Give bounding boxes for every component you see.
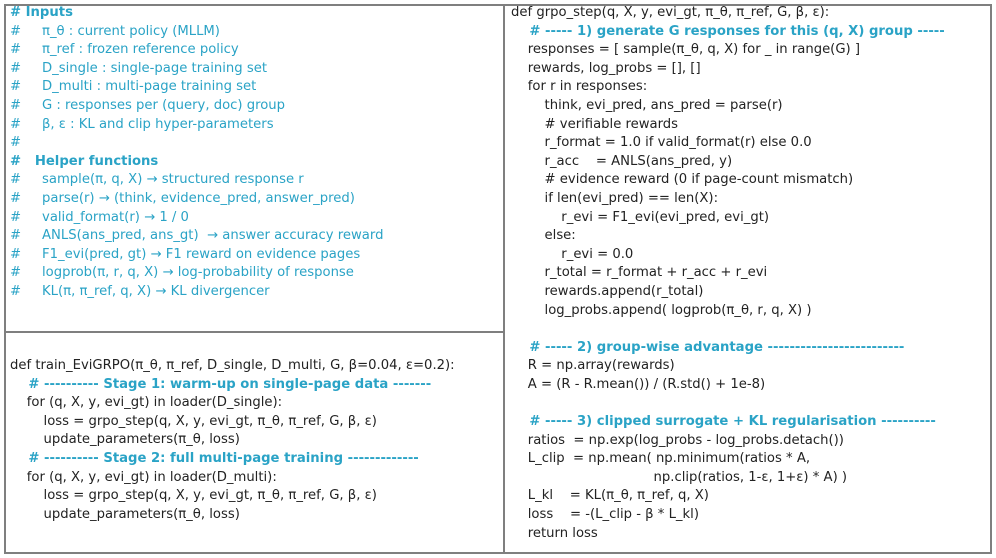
code-line: r_evi = F1_evi(evi_pred, evi_gt) bbox=[511, 209, 770, 225]
left-section-divider bbox=[4, 331, 505, 333]
code-line: def grpo_step(q, X, y, evi_gt, π_θ, π_ref, G, β, ε): bbox=[511, 5, 830, 20]
comment-line: # D_multi : multi-page training set bbox=[10, 79, 257, 95]
code-line: log_probs.append( logprob(π_θ, r, q, X) ) bbox=[511, 302, 812, 318]
code-line: loss = grpo_step(q, X, y, evi_gt, π_θ, π_ref, G, β, ε) bbox=[10, 488, 377, 504]
comment-line: # G : responses per (query, doc) group bbox=[10, 97, 286, 113]
code-line bbox=[511, 394, 987, 413]
inputs-panel bbox=[10, 4, 500, 302]
code-line: update_parameters(π_θ, loss) bbox=[10, 432, 240, 448]
code-line: # ---------- Stage 2: full multi-page training ------------- bbox=[10, 450, 419, 466]
code-line: np.clip(ratios, 1-ε, 1+ε) * A) ) bbox=[511, 469, 848, 485]
code-line: L_kl = KL(π_θ, π_ref, q, X) bbox=[511, 488, 709, 504]
code-line: r_total = r_format + r_acc + r_evi bbox=[511, 265, 768, 281]
comment-line: # π_ref : frozen reference policy bbox=[10, 42, 239, 58]
code-line: think, evi_pred, ans_pred = parse(r) bbox=[511, 97, 783, 113]
code-line: # ----- 2) group-wise advantage ------------------------- bbox=[511, 339, 905, 355]
code-line: r_format = 1.0 if valid_format(r) else 0.0 bbox=[511, 135, 812, 151]
comment-line: # π_θ : current policy (MLLM) bbox=[10, 23, 220, 39]
comment-line: # Inputs bbox=[10, 5, 73, 20]
comment-line: # logprob(π, r, q, X) → log-probability of response bbox=[10, 265, 354, 281]
code-line: def train_EviGRPO(π_θ, π_ref, D_single, D_multi, G, β=0.04, ε=0.2): bbox=[10, 358, 455, 373]
code-line: # verifiable rewards bbox=[511, 116, 679, 132]
code-line: # ----- 1) generate G responses for this (q, X) group ----- bbox=[511, 23, 945, 39]
code-line: else: bbox=[511, 228, 576, 244]
code-line: rewards.append(r_total) bbox=[511, 283, 704, 299]
code-line: L_clip = np.mean( np.minimum(ratios * A, bbox=[511, 451, 811, 467]
comment-line: # ANLS(ans_pred, ans_gt) → answer accuracy reward bbox=[10, 228, 384, 244]
comment-line: # sample(π, q, X) → structured response r bbox=[10, 172, 304, 188]
train-function-panel bbox=[10, 357, 502, 524]
code-line: for r in responses: bbox=[511, 79, 648, 95]
comment-line: # D_single : single-page training set bbox=[10, 60, 267, 76]
code-line: # evidence reward (0 if page-count mismatch) bbox=[511, 172, 854, 188]
code-line: responses = [ sample(π_θ, q, X) for _ in range(G) ] bbox=[511, 42, 861, 58]
code-line: for (q, X, y, evi_gt) in loader(D_single): bbox=[10, 395, 283, 411]
code-line: r_acc = ANLS(ans_pred, y) bbox=[511, 153, 733, 169]
code-line: loss = -(L_clip - β * L_kl) bbox=[511, 507, 699, 523]
code-line: # ---------- Stage 1: warm-up on single-page data ------- bbox=[10, 376, 432, 392]
comment-line: # β, ε : KL and clip hyper-parameters bbox=[10, 116, 274, 132]
code-line bbox=[511, 320, 987, 339]
code-line: return loss bbox=[511, 525, 598, 541]
code-line: R = np.array(rewards) bbox=[511, 358, 675, 374]
code-line: ratios = np.exp(log_probs - log_probs.detach()) bbox=[511, 432, 844, 448]
code-line: update_parameters(π_θ, loss) bbox=[10, 506, 240, 522]
code-line: r_evi = 0.0 bbox=[511, 246, 634, 262]
code-line: loss = grpo_step(q, X, y, evi_gt, π_θ, π_ref, G, β, ε) bbox=[10, 413, 377, 429]
comment-line: # F1_evi(pred, gt) → F1 reward on evidence pages bbox=[10, 246, 361, 262]
comment-line: # KL(π, π_ref, q, X) → KL divergencer bbox=[10, 283, 270, 299]
grpo-step-panel bbox=[511, 4, 987, 543]
code-line: rewards, log_probs = [], [] bbox=[511, 60, 701, 76]
comment-line: # valid_format(r) → 1 / 0 bbox=[10, 209, 189, 225]
code-line: for (q, X, y, evi_gt) in loader(D_multi): bbox=[10, 469, 277, 485]
code-line: if len(evi_pred) == len(X): bbox=[511, 190, 719, 206]
comment-line: # Helper functions bbox=[10, 153, 159, 169]
column-divider bbox=[503, 4, 505, 554]
code-line: A = (R - R.mean()) / (R.std() + 1e-8) bbox=[511, 376, 766, 392]
comment-line: # bbox=[10, 135, 22, 151]
code-line: # ----- 3) clipped surrogate + KL regularisation ---------- bbox=[511, 414, 936, 430]
comment-line: # parse(r) → (think, evidence_pred, answer_pred) bbox=[10, 190, 355, 206]
